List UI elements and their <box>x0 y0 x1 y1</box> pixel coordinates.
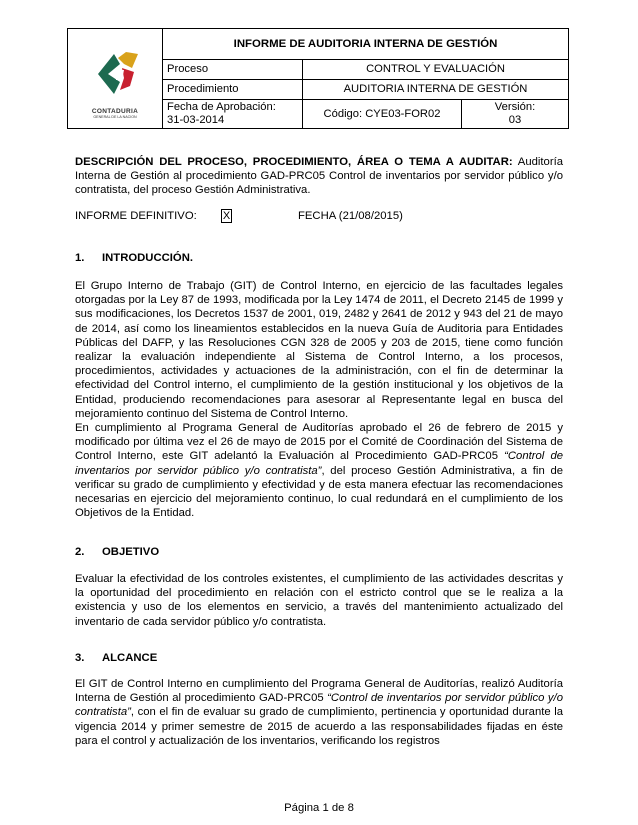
contaduria-logo <box>72 30 158 127</box>
informe-definitivo-checkbox: X <box>222 210 231 222</box>
logo-cell <box>68 29 163 129</box>
document-title: INFORME DE AUDITORIA INTERNA DE GESTIÓN <box>163 29 569 60</box>
version-label: Versión: <box>494 101 536 113</box>
proceso-label: Proceso <box>163 60 303 80</box>
fecha-aprobacion-cell <box>163 100 303 129</box>
version-value: 03 <box>508 114 522 126</box>
section-intro-number: 1. <box>75 252 85 264</box>
intro-p2-text-b: , del proceso Gestión Administrativa, a fin de verificar su grado de cumplimiento y efectividad y de esta manera efectuar las recomendaciones necesarias en ejercicio del mejoramiento continuo, lo cual redundará en el cumplimiento de los Objetivos de la Entidad. <box>75 464 564 520</box>
section-alcance-heading <box>75 651 157 665</box>
section-intro-heading <box>75 251 193 265</box>
section-objetivo-heading <box>75 545 159 559</box>
procedimiento-label: Procedimiento <box>163 80 303 100</box>
intro-p2-italic: “Control de inventarios por servidor público y/o contratista” <box>75 450 564 477</box>
version-cell <box>462 100 569 129</box>
objetivo-paragraph: Evaluar la efectividad de los controles existentes, el cumplimiento de las actividades descritas y la oportunidad del procedimiento en relación con el estricto control que se le realiza a la existencia y uso de los elementos en servicio, a través del mantenimiento actualizado del inventario de cada servidor público y/o contratista. <box>75 573 563 628</box>
intro-paragraph-1: El Grupo Interno de Trabajo (GIT) de Control Interno, en ejercicio de las facultades legales otorgadas por la Ley 87 de 1993, modificada por la Ley 1474 de 2011, el Decreto 2145 de 1999 y sus modificaciones, los Decretos 1537 de 2001, 019, 2482 y 2641 de 2012 y 943 del 21 de mayo de 2014, así como los lineamientos establecidos en la nueva Guía de Auditoria para Entidades Públicas del DAFP, y las Resoluciones CGN 328 de 2005 y 203 de 2015, tiene como función realizar la evaluación independiente al Sistema de Control Interno, a los procesos, procedimientos, actividades y actuaciones de la administración, con el fin de determinar la efectividad del Control interno, el cumplimiento de la gestión institucional y los objetivos de la Entidad, produciendo recomendaciones para asesorar al Representante legal en busca del mejoramiento continuo del Sistema de Control Interno. <box>75 280 563 420</box>
section-objetivo-number: 2. <box>75 546 85 558</box>
page-footer: Página 1 de 8 <box>284 802 354 814</box>
section-intro-title: INTRODUCCIÓN. <box>102 252 193 264</box>
fecha-aprobacion-value: 31-03-2014 <box>167 114 225 126</box>
section-alcance-number: 3. <box>75 652 85 664</box>
logo-text: CONTADURIA <box>91 108 139 115</box>
logo-subtext: GENERAL DE LA NACION <box>93 115 137 119</box>
informe-definitivo-label: INFORME DEFINITIVO: <box>75 210 197 222</box>
descripcion-paragraph <box>75 155 563 198</box>
alcance-italic: “Control de inventarios por servidor público y/o contratista” <box>75 692 563 719</box>
alcance-text-a: El GIT de Control Interno en cumplimiento del Programa General de Auditorías, realizó Auditoría Interna de Gestión al procedimiento GAD-PRC05 <box>75 678 563 705</box>
descripcion-label: DESCRIPCIÓN DEL PROCESO, PROCEDIMIENTO, ÁREA O TEMA A AUDITAR: <box>75 156 513 168</box>
section-alcance-title: ALCANCE <box>102 652 158 664</box>
proceso-value: CONTROL Y EVALUACIÓN <box>303 60 569 80</box>
alcance-text-b: , con el fin de evaluar su grado de cumplimiento, pertinencia y oportunidad durante la vigencia 2014 y primer semestre de 2015 de acuerdo a las responsabilidades fijadas en éste para el control y actualización de los inventarios, verificando los registros <box>75 706 563 747</box>
document-header-table <box>67 28 569 129</box>
procedimiento-value: AUDITORIA INTERNA DE GESTIÓN <box>303 80 569 100</box>
informe-fecha: FECHA (21/08/2015) <box>298 210 403 222</box>
intro-p2-text-a: En cumplimiento al Programa General de Auditorías aprobado el 26 de febrero de 2015 y modificado por última vez el 26 de mayo de 2015 por el Comité de Coordinación del Sistema de Control Interno, este GIT adelantó la Evaluación al Procedimiento GAD-PRC05 <box>75 422 563 463</box>
section-objetivo-title: OBJETIVO <box>102 546 160 558</box>
logo-emblem-icon <box>72 30 158 110</box>
fecha-aprobacion-label: Fecha de Aprobación: <box>167 101 276 113</box>
intro-paragraph-2 <box>75 421 563 520</box>
alcance-paragraph <box>75 677 563 748</box>
descripcion-text: Auditoría Interna de Gestión al procedimiento GAD-PRC05 Control de inventarios por servidor público y/o contratista, del proceso Gestión Administrativa. <box>75 156 564 197</box>
codigo-cell: Código: CYE03-FOR02 <box>303 100 462 129</box>
